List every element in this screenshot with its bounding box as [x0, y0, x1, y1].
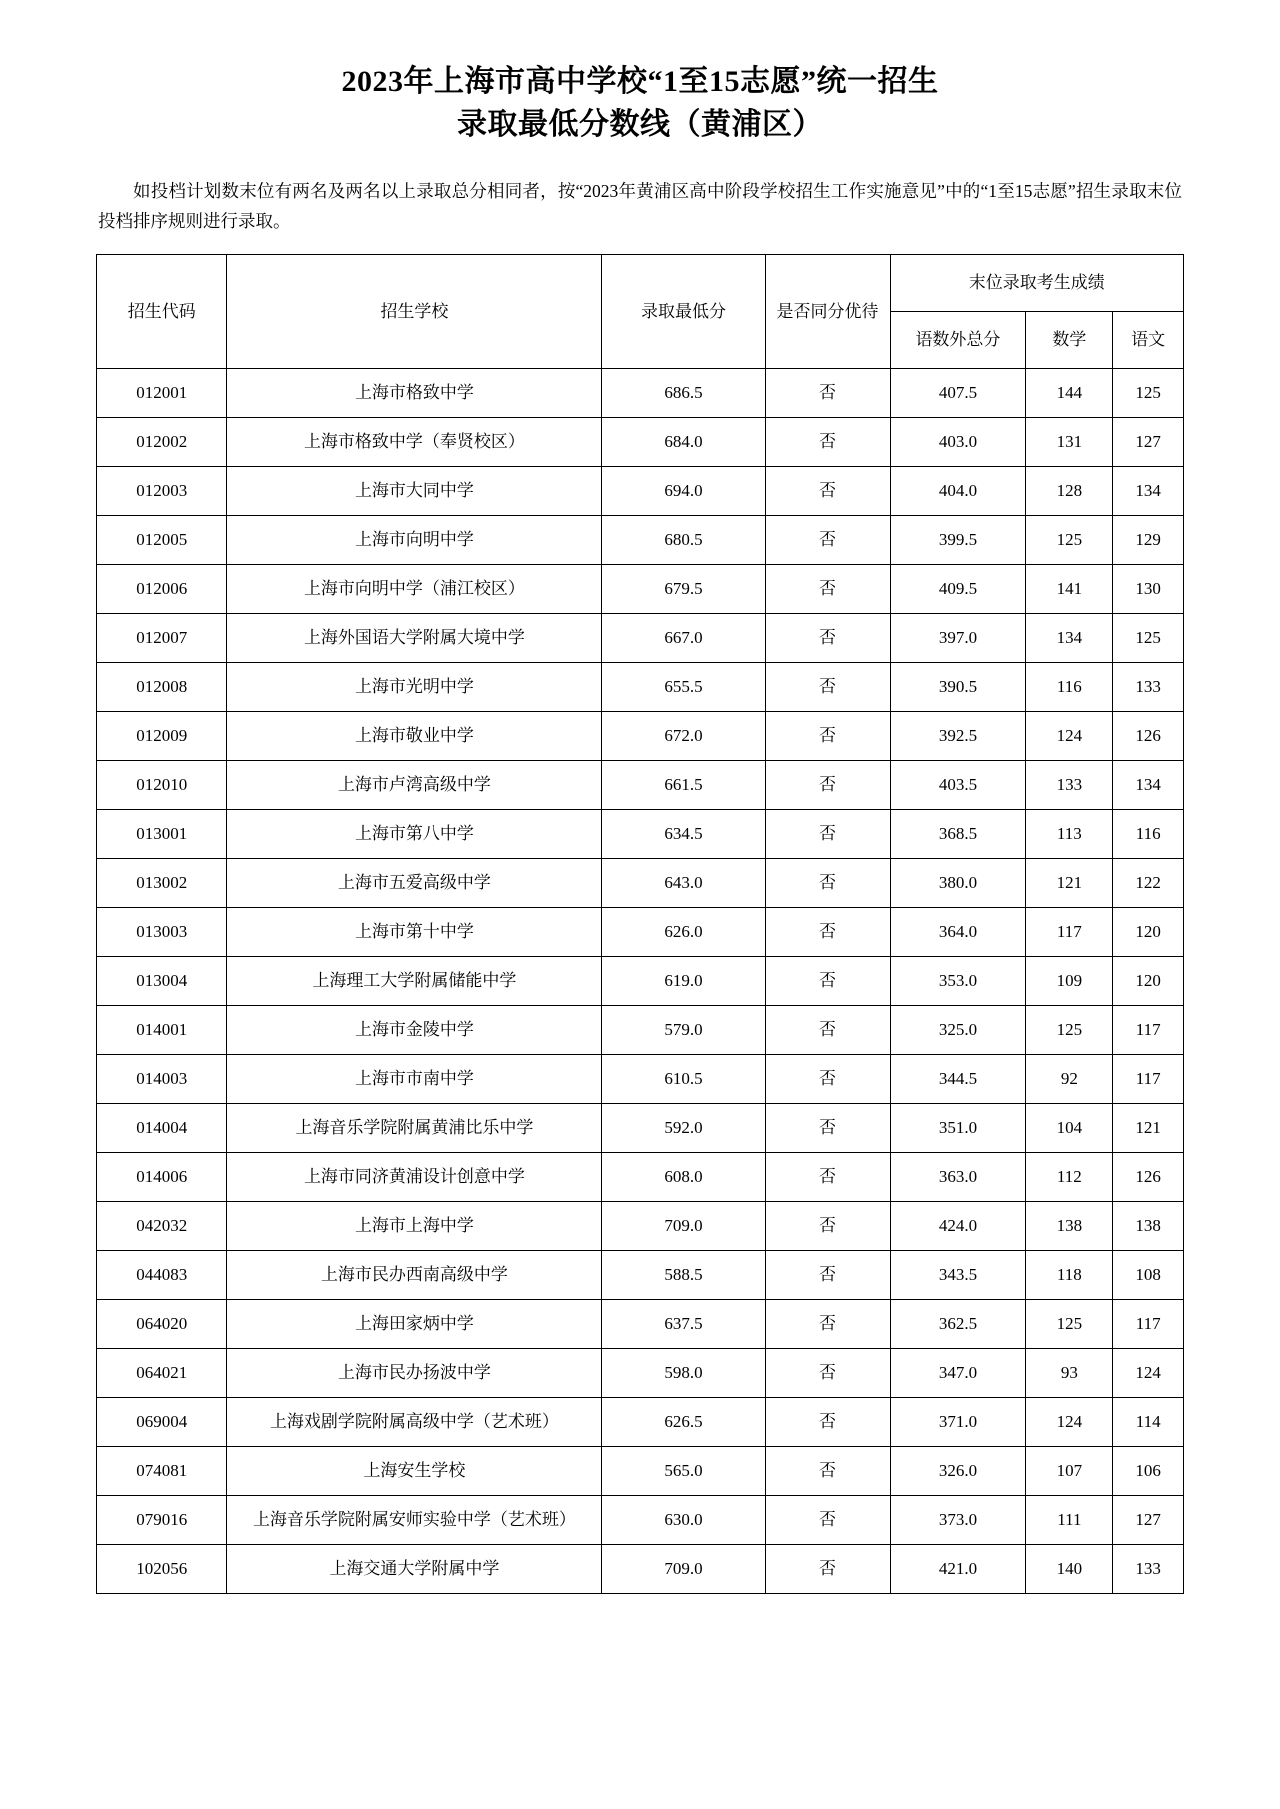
cell-total-score: 363.0 [890, 1153, 1026, 1202]
cell-code: 064021 [97, 1349, 227, 1398]
cell-min-score: 680.5 [602, 516, 765, 565]
cell-chinese: 124 [1113, 1349, 1184, 1398]
cell-total-score: 347.0 [890, 1349, 1026, 1398]
cell-school: 上海市格致中学 [227, 369, 602, 418]
cell-chinese: 130 [1113, 565, 1184, 614]
cell-total-score: 380.0 [890, 859, 1026, 908]
cell-min-score: 610.5 [602, 1055, 765, 1104]
table-body [97, 369, 1184, 1594]
cell-school: 上海戏剧学院附属高级中学（艺术班） [227, 1398, 602, 1447]
cell-math: 141 [1026, 565, 1113, 614]
cell-school: 上海市向明中学（浦江校区） [227, 565, 602, 614]
cell-total-score: 403.5 [890, 761, 1026, 810]
cell-school: 上海市第十中学 [227, 908, 602, 957]
cell-total-score: 371.0 [890, 1398, 1026, 1447]
cell-school: 上海市敬业中学 [227, 712, 602, 761]
cell-same-score-preference: 否 [765, 1251, 890, 1300]
table-row [97, 712, 1184, 761]
table-row [97, 1496, 1184, 1545]
cell-chinese: 120 [1113, 957, 1184, 1006]
cell-same-score-preference: 否 [765, 467, 890, 516]
table-row [97, 957, 1184, 1006]
cell-same-score-preference: 否 [765, 418, 890, 467]
cell-same-score-preference: 否 [765, 565, 890, 614]
cell-min-score: 565.0 [602, 1447, 765, 1496]
cell-math: 125 [1026, 1006, 1113, 1055]
cell-same-score-preference: 否 [765, 1006, 890, 1055]
cell-total-score: 344.5 [890, 1055, 1026, 1104]
cell-code: 012008 [97, 663, 227, 712]
cell-code: 079016 [97, 1496, 227, 1545]
page-title-line-2: 录取最低分数线（黄浦区） [457, 107, 823, 141]
cell-school: 上海市第八中学 [227, 810, 602, 859]
table-row [97, 1202, 1184, 1251]
cell-code: 069004 [97, 1398, 227, 1447]
cell-min-score: 598.0 [602, 1349, 765, 1398]
cell-total-score: 424.0 [890, 1202, 1026, 1251]
cell-math: 133 [1026, 761, 1113, 810]
cell-code: 012001 [97, 369, 227, 418]
cell-same-score-preference: 否 [765, 1496, 890, 1545]
page-title [96, 55, 1184, 146]
cell-school: 上海市卢湾高级中学 [227, 761, 602, 810]
cell-chinese: 134 [1113, 467, 1184, 516]
cell-school: 上海市市南中学 [227, 1055, 602, 1104]
cell-code: 064020 [97, 1300, 227, 1349]
admission-score-table [96, 254, 1184, 1594]
cell-total-score: 407.5 [890, 369, 1026, 418]
cell-same-score-preference: 否 [765, 761, 890, 810]
cell-min-score: 667.0 [602, 614, 765, 663]
cell-min-score: 579.0 [602, 1006, 765, 1055]
cell-chinese: 126 [1113, 1153, 1184, 1202]
table-row [97, 859, 1184, 908]
cell-min-score: 619.0 [602, 957, 765, 1006]
cell-same-score-preference: 否 [765, 1055, 890, 1104]
table-row [97, 418, 1184, 467]
cell-math: 113 [1026, 810, 1113, 859]
cell-school: 上海音乐学院附属黄浦比乐中学 [227, 1104, 602, 1153]
table-row [97, 467, 1184, 516]
cell-chinese: 106 [1113, 1447, 1184, 1496]
table-row [97, 1349, 1184, 1398]
cell-min-score: 630.0 [602, 1496, 765, 1545]
cell-same-score-preference: 否 [765, 1300, 890, 1349]
cell-school: 上海音乐学院附属安师实验中学（艺术班） [227, 1496, 602, 1545]
cell-min-score: 592.0 [602, 1104, 765, 1153]
cell-code: 012005 [97, 516, 227, 565]
cell-school: 上海市向明中学 [227, 516, 602, 565]
cell-same-score-preference: 否 [765, 1398, 890, 1447]
table-row [97, 1006, 1184, 1055]
cell-chinese: 121 [1113, 1104, 1184, 1153]
cell-same-score-preference: 否 [765, 663, 890, 712]
cell-same-score-preference: 否 [765, 1104, 890, 1153]
cell-math: 112 [1026, 1153, 1113, 1202]
cell-same-score-preference: 否 [765, 614, 890, 663]
cell-total-score: 368.5 [890, 810, 1026, 859]
column-header-same-score-preference: 是否同分优待 [765, 255, 890, 369]
cell-min-score: 709.0 [602, 1545, 765, 1594]
cell-code: 012010 [97, 761, 227, 810]
cell-school: 上海安生学校 [227, 1447, 602, 1496]
cell-same-score-preference: 否 [765, 369, 890, 418]
cell-total-score: 353.0 [890, 957, 1026, 1006]
cell-math: 93 [1026, 1349, 1113, 1398]
table-row [97, 1300, 1184, 1349]
cell-min-score: 684.0 [602, 418, 765, 467]
cell-total-score: 404.0 [890, 467, 1026, 516]
table-row [97, 761, 1184, 810]
cell-code: 012007 [97, 614, 227, 663]
cell-chinese: 133 [1113, 1545, 1184, 1594]
cell-math: 109 [1026, 957, 1113, 1006]
cell-chinese: 116 [1113, 810, 1184, 859]
cell-chinese: 133 [1113, 663, 1184, 712]
cell-math: 144 [1026, 369, 1113, 418]
cell-chinese: 120 [1113, 908, 1184, 957]
cell-school: 上海市同济黄浦设计创意中学 [227, 1153, 602, 1202]
cell-math: 134 [1026, 614, 1113, 663]
cell-school: 上海市民办西南高级中学 [227, 1251, 602, 1300]
table-row [97, 614, 1184, 663]
cell-math: 138 [1026, 1202, 1113, 1251]
cell-math: 92 [1026, 1055, 1113, 1104]
cell-code: 014001 [97, 1006, 227, 1055]
cell-same-score-preference: 否 [765, 1545, 890, 1594]
cell-chinese: 125 [1113, 369, 1184, 418]
cell-min-score: 643.0 [602, 859, 765, 908]
cell-math: 118 [1026, 1251, 1113, 1300]
cell-total-score: 421.0 [890, 1545, 1026, 1594]
table-row [97, 369, 1184, 418]
cell-math: 121 [1026, 859, 1113, 908]
cell-total-score: 397.0 [890, 614, 1026, 663]
table-row [97, 908, 1184, 957]
cell-code: 013003 [97, 908, 227, 957]
cell-math: 116 [1026, 663, 1113, 712]
cell-chinese: 127 [1113, 1496, 1184, 1545]
cell-school: 上海市金陵中学 [227, 1006, 602, 1055]
cell-code: 012002 [97, 418, 227, 467]
cell-total-score: 392.5 [890, 712, 1026, 761]
cell-total-score: 399.5 [890, 516, 1026, 565]
cell-same-score-preference: 否 [765, 957, 890, 1006]
cell-min-score: 661.5 [602, 761, 765, 810]
cell-math: 125 [1026, 516, 1113, 565]
cell-school: 上海市民办扬波中学 [227, 1349, 602, 1398]
cell-code: 042032 [97, 1202, 227, 1251]
table-row [97, 1251, 1184, 1300]
cell-total-score: 364.0 [890, 908, 1026, 957]
table-row [97, 516, 1184, 565]
cell-math: 117 [1026, 908, 1113, 957]
cell-min-score: 626.0 [602, 908, 765, 957]
cell-code: 014003 [97, 1055, 227, 1104]
column-header-school: 招生学校 [227, 255, 602, 369]
table-row [97, 1447, 1184, 1496]
cell-total-score: 373.0 [890, 1496, 1026, 1545]
cell-chinese: 129 [1113, 516, 1184, 565]
cell-total-score: 351.0 [890, 1104, 1026, 1153]
column-header-math: 数学 [1026, 312, 1113, 369]
cell-school: 上海外国语大学附属大境中学 [227, 614, 602, 663]
cell-min-score: 686.5 [602, 369, 765, 418]
cell-school: 上海市大同中学 [227, 467, 602, 516]
cell-min-score: 679.5 [602, 565, 765, 614]
cell-code: 013004 [97, 957, 227, 1006]
cell-same-score-preference: 否 [765, 1349, 890, 1398]
cell-min-score: 694.0 [602, 467, 765, 516]
cell-same-score-preference: 否 [765, 1153, 890, 1202]
cell-same-score-preference: 否 [765, 516, 890, 565]
column-header-chinese: 语文 [1113, 312, 1184, 369]
column-header-code: 招生代码 [97, 255, 227, 369]
cell-chinese: 134 [1113, 761, 1184, 810]
cell-math: 125 [1026, 1300, 1113, 1349]
cell-math: 131 [1026, 418, 1113, 467]
column-header-last-admitted-group: 末位录取考生成绩 [890, 255, 1184, 312]
cell-total-score: 403.0 [890, 418, 1026, 467]
page-title-line-1: 2023年上海市高中学校“1至15志愿”统一招生 [341, 65, 939, 98]
cell-min-score: 608.0 [602, 1153, 765, 1202]
cell-code: 012009 [97, 712, 227, 761]
cell-chinese: 108 [1113, 1251, 1184, 1300]
cell-same-score-preference: 否 [765, 1202, 890, 1251]
cell-total-score: 409.5 [890, 565, 1026, 614]
cell-school: 上海田家炳中学 [227, 1300, 602, 1349]
intro-paragraph: 如投档计划数末位有两名及两名以上录取总分相同者，按“2023年黄浦区高中阶段学校招生工作实施意见”中的“1至15志愿”招生录取末位投档排序规则进行录取。 [98, 181, 1182, 232]
cell-same-score-preference: 否 [765, 1447, 890, 1496]
cell-code: 012003 [97, 467, 227, 516]
cell-total-score: 362.5 [890, 1300, 1026, 1349]
cell-math: 124 [1026, 712, 1113, 761]
cell-chinese: 125 [1113, 614, 1184, 663]
cell-math: 107 [1026, 1447, 1113, 1496]
table-row [97, 565, 1184, 614]
cell-min-score: 709.0 [602, 1202, 765, 1251]
cell-total-score: 326.0 [890, 1447, 1026, 1496]
cell-chinese: 126 [1113, 712, 1184, 761]
cell-chinese: 127 [1113, 418, 1184, 467]
table-row [97, 1055, 1184, 1104]
cell-min-score: 588.5 [602, 1251, 765, 1300]
cell-math: 124 [1026, 1398, 1113, 1447]
cell-code: 102056 [97, 1545, 227, 1594]
cell-math: 128 [1026, 467, 1113, 516]
column-header-min-score: 录取最低分 [602, 255, 765, 369]
cell-total-score: 390.5 [890, 663, 1026, 712]
table-row [97, 1104, 1184, 1153]
cell-min-score: 634.5 [602, 810, 765, 859]
table-header-row-1 [97, 255, 1184, 312]
cell-chinese: 117 [1113, 1300, 1184, 1349]
cell-code: 044083 [97, 1251, 227, 1300]
table-header [97, 255, 1184, 369]
cell-chinese: 117 [1113, 1055, 1184, 1104]
cell-min-score: 637.5 [602, 1300, 765, 1349]
cell-total-score: 343.5 [890, 1251, 1026, 1300]
cell-math: 104 [1026, 1104, 1113, 1153]
column-header-total-score: 语数外总分 [890, 312, 1026, 369]
cell-same-score-preference: 否 [765, 908, 890, 957]
cell-math: 140 [1026, 1545, 1113, 1594]
cell-school: 上海市上海中学 [227, 1202, 602, 1251]
cell-code: 014004 [97, 1104, 227, 1153]
cell-chinese: 138 [1113, 1202, 1184, 1251]
cell-chinese: 122 [1113, 859, 1184, 908]
cell-same-score-preference: 否 [765, 712, 890, 761]
cell-same-score-preference: 否 [765, 859, 890, 908]
table-row [97, 663, 1184, 712]
cell-code: 013001 [97, 810, 227, 859]
cell-min-score: 655.5 [602, 663, 765, 712]
table-row [97, 810, 1184, 859]
cell-same-score-preference: 否 [765, 810, 890, 859]
cell-code: 012006 [97, 565, 227, 614]
cell-code: 074081 [97, 1447, 227, 1496]
cell-min-score: 672.0 [602, 712, 765, 761]
cell-school: 上海市格致中学（奉贤校区） [227, 418, 602, 467]
cell-code: 014006 [97, 1153, 227, 1202]
table-row [97, 1398, 1184, 1447]
cell-chinese: 117 [1113, 1006, 1184, 1055]
table-row [97, 1153, 1184, 1202]
cell-total-score: 325.0 [890, 1006, 1026, 1055]
cell-chinese: 114 [1113, 1398, 1184, 1447]
cell-school: 上海交通大学附属中学 [227, 1545, 602, 1594]
cell-code: 013002 [97, 859, 227, 908]
cell-math: 111 [1026, 1496, 1113, 1545]
cell-school: 上海市五爱高级中学 [227, 859, 602, 908]
cell-school: 上海市光明中学 [227, 663, 602, 712]
table-row [97, 1545, 1184, 1594]
cell-school: 上海理工大学附属储能中学 [227, 957, 602, 1006]
cell-min-score: 626.5 [602, 1398, 765, 1447]
